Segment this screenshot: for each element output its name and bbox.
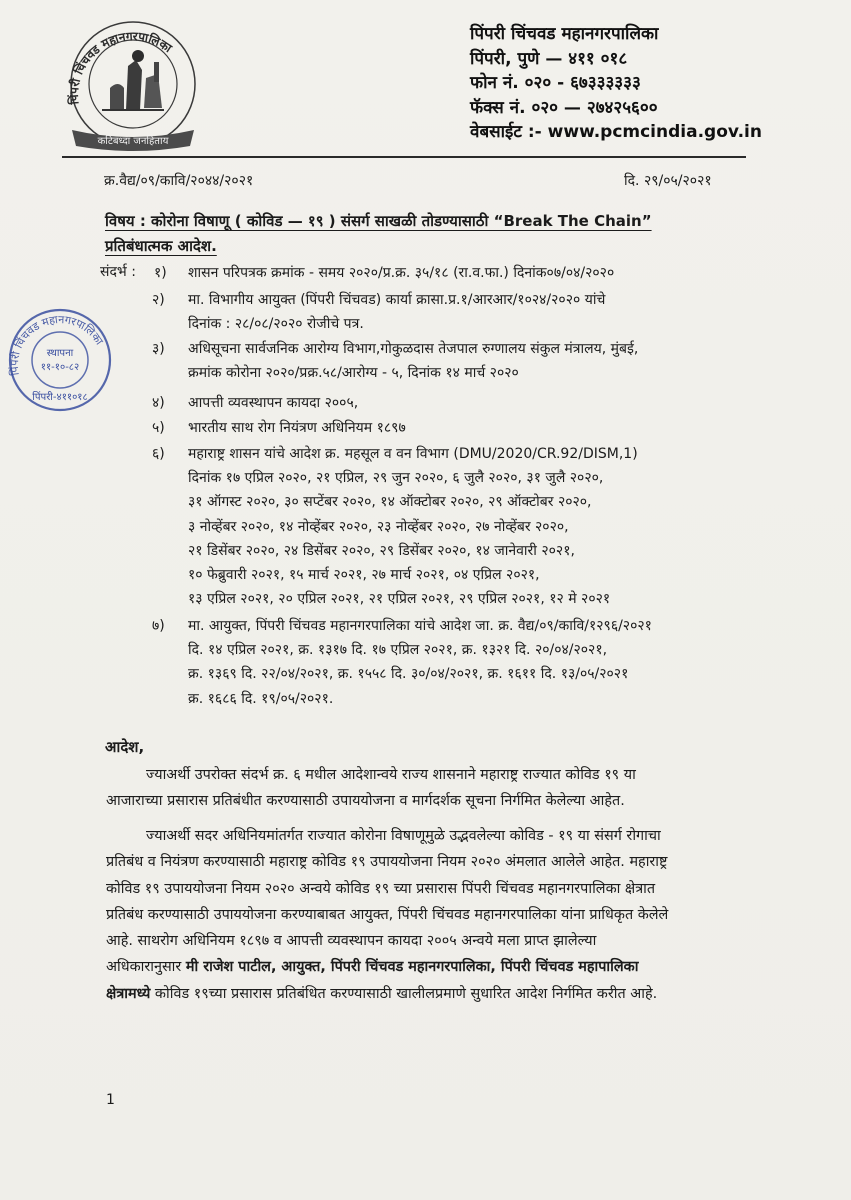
- reference-item-line: क्र. १६८६ दि. १९/०५/२०२१.: [188, 690, 334, 707]
- pcmc-logo-emblem: [58, 18, 208, 152]
- paragraph-line: ज्याअर्थी सदर अधिनियमांतर्गत राज्यात कोरोना विषाणूमुळे उद्भवलेल्या कोविड - १९ या संसर्ग रोगाचा: [146, 828, 661, 844]
- office-stamp: [0, 300, 120, 420]
- reference-item-line: आपत्ती व्यवस्थापन कायदा २००५,: [188, 395, 359, 411]
- reference-item-line: दि. १४ एप्रिल २०२१, क्र. १३१७ दि. १७ एप्रिल २०२१, क्र. १३२१ दि. २०/०४/२०२१,: [188, 642, 608, 659]
- references-label: संदर्भ :: [100, 264, 136, 280]
- reference-item-line: दिनांक : २८/०८/२०२० रोजीचे पत्र.: [188, 316, 364, 333]
- reference-item-line: २१ डिसेंबर २०२०, २४ डिसेंबर २०२०, २९ डिसेंबर २०२०, १४ जानेवारी २०२१,: [188, 542, 575, 559]
- jurisdiction-bold: क्षेत्रामध्ये: [106, 985, 151, 1002]
- paragraph-line: प्रतिबंध व नियंत्रण करण्यासाठी महाराष्ट्र कोविड १९ उपाययोजना नियम २०२० अंमलात आलेले आहेत. महाराष्ट्र: [106, 854, 668, 871]
- reference-item-line: ३ नोव्हेंबर २०२०, १४ नोव्हेंबर २०२०, २३ नोव्हेंबर २०२०, २७ नोव्हेंबर २०२०,: [188, 518, 569, 535]
- org-fax: फॅक्स नं. ०२० — २७४२५६००: [470, 97, 658, 118]
- reference-number: क्र.वैद्य/०९/कावि/२०४४/२०२१: [104, 173, 254, 189]
- stamp-center-date: ११-१०-८२: [40, 362, 80, 373]
- paragraph-text: कोविड १९च्या प्रसारास प्रतिबंधित करण्यासाठी खालीलप्रमाणे सुधारित आदेश निर्गमित करीत आहे.: [150, 985, 658, 1002]
- subject-line-2: प्रतिबंधात्मक आदेश.: [105, 237, 217, 255]
- reference-item-line: भारतीय साथ रोग नियंत्रण अधिनियम १८९७: [188, 420, 406, 436]
- paragraph-line: प्रतिबंध करण्यासाठी उपाययोजना करण्याबाबत आयुक्त, पिंपरी चिंचवड महानगरपालिका यांना प्राधिकृत केलेले: [106, 906, 669, 923]
- reference-item-number: ५): [152, 420, 165, 436]
- stamp-bottom-text: पिंपरी-४११०१८: [32, 392, 88, 403]
- org-name: पिंपरी चिंचवड महानगरपालिका: [470, 24, 659, 44]
- reference-item-line: क्र. १३६९ दि. २२/०४/२०२१, क्र. १५५८ दि. ३०/०४/२०२१, क्र. १६११ दि. १३/०५/२०२१: [188, 666, 629, 683]
- paragraph-text: अधिकारानुसार: [106, 959, 186, 976]
- org-phone: फोन नं. ०२० - ६७३३३३३३: [470, 73, 641, 94]
- reference-item-line: ३१ ऑगस्ट २०२०, ३० सप्टेंबर २०२०, १४ ऑक्टोबर २०२०, २९ ऑक्टोबर २०२०,: [188, 494, 592, 511]
- paragraph-line: कोविड १९ उपाययोजना नियम २०२० अन्वये कोविड १९ च्या प्रसारास पिंपरी चिंचवड महानगरपालिका क्षेत्रात: [106, 880, 656, 897]
- header-divider: [62, 156, 746, 158]
- paragraph-line: आजाराच्या प्रसारास प्रतिबंधीत करण्यासाठी उपाययोजना व मार्गदर्शक सूचना निर्गमित केलेल्या आहेत.: [106, 793, 625, 809]
- reference-item-line: शासन परिपत्रक क्रमांक - समय २०२०/प्र.क्र. ३५/१८ (रा.व.फा.) दिनांक०७/०४/२०२०: [188, 265, 615, 281]
- stamp-center-label: स्थापना: [46, 348, 74, 359]
- reference-item-number: ४): [152, 395, 165, 411]
- paragraph-line: [106, 981, 736, 1007]
- logo-motto: कटिबध्दा जनहिताय: [97, 136, 169, 147]
- reference-item-line: क्रमांक कोरोना २०२०/प्रक्र.५८/आरोग्य - ५, दिनांक १४ मार्च २०२०: [188, 365, 519, 382]
- commissioner-name-bold: मी राजेश पाटील, आयुक्त, पिंपरी चिंचवड महानगरपालिका, पिंपरी चिंचवड महापालिका: [185, 959, 639, 976]
- subject-line-1: विषय : कोरोना विषाणू ( कोविड — १९ ) संसर्ग साखळी तोडण्यासाठी “Break The Chain”: [105, 212, 652, 230]
- paragraph-line: आहे. साथरोग अधिनियम १८९७ व आपत्ती व्यवस्थापन कायदा २००५ अन्वये मला प्राप्त झालेल्या: [106, 933, 597, 950]
- reference-item-number: ७): [152, 618, 165, 634]
- reference-item-line: दिनांक १७ एप्रिल २०२०, २१ एप्रिल, २९ जुन २०२०, ६ जुलै २०२०, ३१ जुलै २०२०,: [188, 470, 604, 487]
- reference-item-line: १३ एप्रिल २०२१, २० एप्रिल २०२१, २१ एप्रिल २०२१, २९ एप्रिल २०२१, १२ मे २०२१: [188, 591, 611, 608]
- reference-item-number: ३): [152, 341, 165, 357]
- letterhead-info: [470, 22, 762, 145]
- reference-item-number: १): [154, 265, 167, 281]
- order-heading: आदेश,: [105, 738, 145, 756]
- paragraph-line: [106, 954, 736, 980]
- paragraph-line: ज्याअर्थी उपरोक्त संदर्भ क्र. ६ मधील आदेशान्वये राज्य शासनाने महाराष्ट्र राज्यात कोविड १९ या: [146, 767, 636, 783]
- org-address: पिंपरी, पुणे — ४११ ०१८: [470, 48, 628, 69]
- logo-ring-text: पिंपरी चिंचवड महानगरपालिका: [66, 29, 175, 105]
- page-number: 1: [106, 1092, 115, 1108]
- reference-item-number: ६): [152, 446, 165, 462]
- reference-item-line: १० फेब्रुवारी २०२१, १५ मार्च २०२१, २७ मार्च २०२१, ०४ एप्रिल २०२१,: [188, 567, 540, 583]
- stamp-ring-text: पिंपरी चिंचवड महानगरपालिका: [7, 313, 106, 377]
- reference-item-line: मा. आयुक्त, पिंपरी चिंचवड महानगरपालिका यांचे आदेश जा. क्र. वैद्य/०९/कावि/१२९६/२०२१: [188, 618, 652, 634]
- reference-item-number: २): [152, 292, 165, 308]
- reference-item-line: महाराष्ट्र शासन यांचे आदेश क्र. महसूल व वन विभाग (DMU/2020/CR.92/DISM,1): [188, 446, 638, 462]
- document-date: दि. २९/०५/२०२१: [624, 173, 712, 189]
- org-website: वेबसाईट :- www.pcmcindia.gov.in: [470, 122, 762, 143]
- reference-item-line: मा. विभागीय आयुक्त (पिंपरी चिंचवड) कार्या क्रासा.प्र.१/आरआर/१०२४/२०२० यांचे: [188, 292, 606, 308]
- order-paragraph-1: [106, 762, 736, 814]
- reference-item-line: अधिसूचना सार्वजनिक आरोग्य विभाग,गोकुळदास तेजपाल रुग्णालय संकुल मंत्रालय, मुंबई,: [188, 341, 639, 357]
- order-paragraph-2: [106, 823, 736, 1007]
